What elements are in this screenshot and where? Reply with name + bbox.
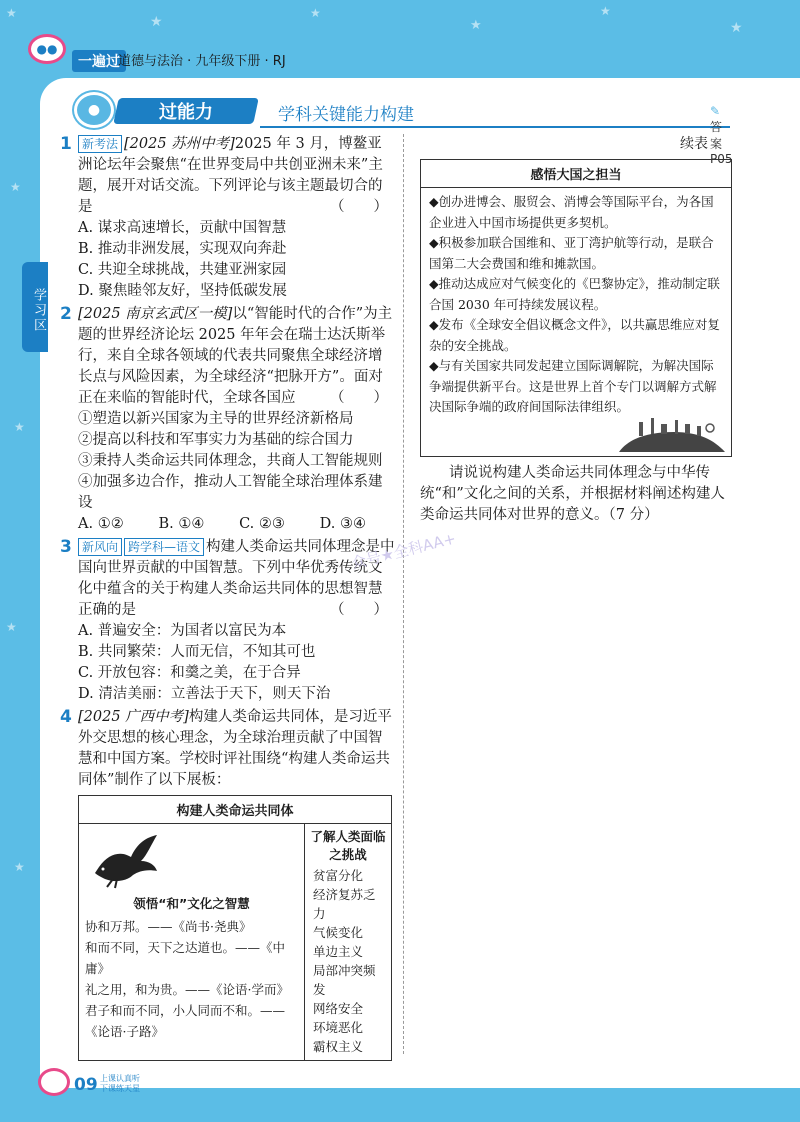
- challenge-item: 贫富分化: [313, 868, 364, 883]
- question-source: [2025 苏州中考]: [124, 136, 235, 152]
- choice-row: [78, 514, 396, 535]
- dove-icon: [85, 828, 298, 892]
- board-right: [305, 824, 391, 1060]
- choice-d: D. ③④: [319, 516, 366, 532]
- section-title: 过能力: [113, 98, 259, 124]
- continued-board-title: 感悟大国之担当: [421, 160, 731, 188]
- star-icon: ★: [150, 14, 163, 30]
- globe-skyline-illustration: [429, 418, 725, 452]
- mascot-logo-icon: ●●: [28, 34, 66, 64]
- watermark: 众号★全科AA+: [349, 529, 458, 573]
- continued-board-body: [421, 188, 731, 456]
- answer-paren: （ ）: [330, 199, 388, 215]
- quote-2: 和而不同，天下之达道也。——《中庸》: [85, 940, 286, 976]
- question-stem: 2025 年 3 月，博鳌亚洲论坛年会聚焦“在世界变局中共创亚洲未来”主题，展开对话交流。下列评论与该主题最切合的是: [78, 136, 383, 215]
- quote-4: 君子和而不同，小人同而不和。——《论语·子路》: [85, 1003, 286, 1039]
- option-d: D. 聚焦睦邻友好，坚持低碳发展: [78, 283, 287, 299]
- question-4: [60, 707, 396, 1061]
- right-column: [420, 134, 738, 526]
- question-stem: 构建人类命运共同体，是习近平外交思想的核心理念，为全球治理贡献了中国智慧和中国方案。学校时评社围绕“构建人类命运共同体”制作了以下展板：: [78, 709, 392, 788]
- footer-slogan: 上课认真听 下课练天星: [100, 1074, 140, 1093]
- pencil-icon: ✎: [710, 104, 721, 118]
- responsibility-item: ◆积极参加联合国维和、亚丁湾护航等行动，是联合国第二大会费国和维和摊款国。: [429, 235, 714, 271]
- answer-reference: ✎答案 P05: [710, 104, 733, 166]
- option-a: A. 普遍安全：为国者以富民为本: [78, 623, 287, 639]
- star-icon: ★: [14, 420, 25, 434]
- question-stem: 以“智能时代的合作”为主题的世界经济论坛 2025 年年会在瑞士达沃斯举行，来自全球各领域的代表共同聚焦全球经济增长点与风险因素，为全球经济“把脉开方”。面对正在来临的智能时代，全球各国应: [78, 306, 393, 406]
- question-3: [60, 537, 396, 705]
- page-header: [0, 0, 800, 78]
- option-a: A. 谋求高速增长，贡献中国智慧: [78, 220, 287, 236]
- board-left: [79, 824, 305, 1060]
- responsibility-item: ◆推动达成应对气候变化的《巴黎协定》，推动制定联合国 2030 年可持续发展议程。: [429, 276, 720, 312]
- star-icon: ★: [600, 4, 611, 18]
- board-left-subtitle: 领悟“和”文化之智慧: [133, 896, 250, 911]
- quote-3: 礼之用，和为贵。——《论语·学而》: [85, 982, 289, 997]
- section-divider: [260, 126, 730, 128]
- statement-3: ③秉持人类命运共同体理念，共商人工智能规则: [78, 453, 383, 469]
- responsibility-item: ◆创办进博会、服贸会、消博会等国际平台，为各国企业进入中国市场提供更多契机。: [429, 194, 714, 230]
- star-icon: ★: [14, 860, 25, 874]
- section-subtitle: 学科关键能力构建: [278, 105, 414, 125]
- page-number: 09: [74, 1075, 98, 1095]
- responsibility-item: ◆发布《全球安全倡议概念文件》，以共赢思维应对复杂的安全挑战。: [429, 317, 720, 353]
- challenge-item: 环境恶化: [313, 1020, 364, 1035]
- question-number: 1: [60, 134, 72, 154]
- quote-1: 协和万邦。——《尚书·尧典》: [85, 919, 252, 934]
- continued-board: [420, 159, 732, 457]
- challenge-item: 局部冲突频发: [313, 963, 376, 997]
- book-title: 道德与法治 · 九年级下册 · RJ: [118, 54, 286, 69]
- mascot-icon: ●: [74, 92, 114, 128]
- option-c: C. 共迎全球挑战，共建亚洲家园: [78, 262, 287, 278]
- responsibility-item: ◆与有关国家共同发起建立国际调解院，为解决国际争端提供新平台。这是世界上首个专门以调解方式解决国际争端的政府间国际法律组织。: [429, 358, 717, 414]
- tag-badge: 新风向: [78, 538, 122, 556]
- choice-c: C. ②③: [239, 516, 285, 532]
- statement-1: ①塑造以新兴国家为主导的世界经济新格局: [78, 411, 354, 427]
- continued-label: 续表: [680, 136, 708, 152]
- brand-label: 一遍过: [72, 50, 126, 72]
- question-source: [2025 南京玄武区一模]: [78, 306, 233, 322]
- star-icon: ★: [6, 620, 17, 634]
- mascot-footer-icon: [38, 1068, 70, 1096]
- tag-badge: 跨学科—语文: [124, 538, 204, 556]
- choice-a: A. ①②: [78, 516, 124, 532]
- board-right-title: 了解人类面临之挑战: [310, 829, 386, 862]
- option-c: C. 开放包容：和羹之美，在于合异: [78, 665, 301, 681]
- display-board: [78, 795, 392, 1061]
- choice-b: B. ①④: [158, 516, 205, 532]
- challenge-item: 霸权主义: [313, 1039, 364, 1054]
- star-icon: ★: [6, 6, 17, 20]
- challenge-item: 网络安全: [313, 1001, 364, 1016]
- column-divider: [403, 134, 404, 1054]
- star-icon: ★: [310, 6, 321, 20]
- star-icon: ★: [470, 18, 482, 33]
- side-tab: 学习区: [22, 262, 48, 352]
- answer-paren: （ ）: [330, 390, 388, 406]
- board-body: [79, 824, 391, 1060]
- tag-badge: 新考法: [78, 135, 122, 153]
- question-number: 2: [60, 304, 72, 324]
- question-source: [2025 广西中考]: [78, 709, 189, 725]
- challenge-item: 单边主义: [313, 944, 364, 959]
- challenge-item: 经济复苏乏力: [313, 887, 376, 921]
- question-1: [60, 134, 396, 302]
- left-column: [60, 134, 396, 1063]
- dove-illustration: [91, 831, 161, 889]
- question-number: 4: [60, 707, 72, 727]
- star-icon: ★: [730, 20, 743, 36]
- star-icon: ★: [10, 180, 21, 194]
- question-2: [60, 304, 396, 535]
- statement-2: ②提高以科技和军事实力为基础的综合国力: [78, 432, 354, 448]
- option-b: B. 共同繁荣：人而无信，不知其可也: [78, 644, 316, 660]
- board-title: 构建人类命运共同体: [79, 796, 391, 824]
- question-4-prompt: 请说说构建人类命运共同体理念与中华传统“和”文化之间的关系，并根据材料阐述构建人类命运共同体对世界的意义。（7 分）: [420, 464, 725, 523]
- answer-paren: （ ）: [330, 602, 388, 618]
- option-b: B. 推动非洲发展，实现双向奔赴: [78, 241, 287, 257]
- question-number: 3: [60, 537, 72, 557]
- challenge-item: 气候变化: [313, 925, 364, 940]
- globe-icon: [429, 418, 723, 452]
- statement-4: ④加强多边合作，推动人工智能全球治理体系建设: [78, 474, 383, 511]
- question-stem: 构建人类命运共同体理念是中国向世界贡献的中国智慧。下列中华优秀传统文化中蕴含的关于构建人类命运共同体的思想智慧正确的是: [78, 539, 395, 618]
- option-d: D. 清洁美丽：立善法于天下，则天下治: [78, 686, 331, 702]
